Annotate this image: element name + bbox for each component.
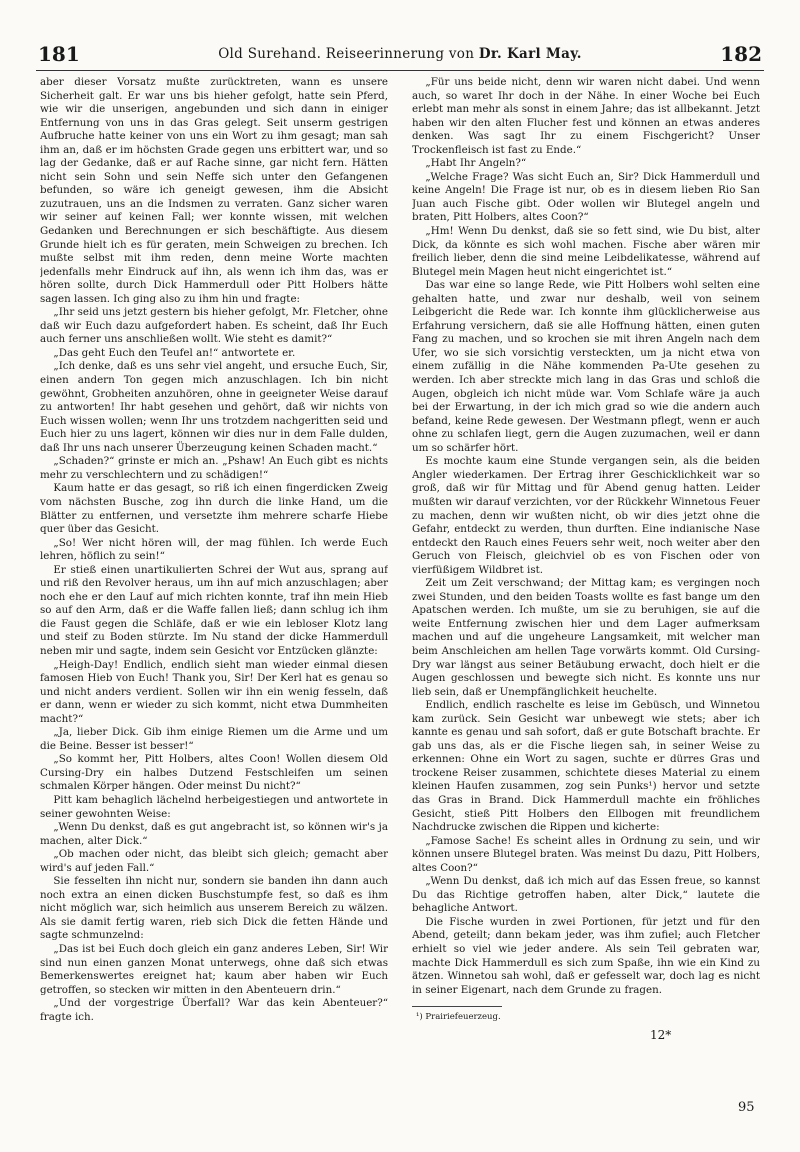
paragraph: „Ihr seid uns jetzt gestern bis hieher gefolgt, Mr. Fletcher, ohne daß wir Euch dazu aufgefordert haben. Es scheint, daß Ihr Euch auch ferner uns anschließen wollt. Wie steht es damit?“	[40, 306, 388, 346]
paragraph: „Ob machen oder nicht, das bleibt sich gleich; gemacht aber wird's auf jeden Fall.“	[40, 848, 388, 874]
paragraph: aber dieser Vorsatz mußte zurücktreten, wann es unsere Sicherheit galt. Er war uns bis hieher gefolgt, hatte sein Pferd, wie wir die unserigen, angebunden und sich dann in einiger Entfernung von uns in das Gras gelegt. Seit unserm gestrigen Aufbruche hatte keiner von uns ein Wort zu ihm gesagt; man sah ihm an, daß er im höchsten Grade gegen uns erbittert war, und so lag der Gedanke, daß er auf Rache sinne, gar nicht fern. Hätten nicht sein Sohn und sein Neffe sich unter den Gefangenen befunden, so wäre ich geneigt gewesen, ihm die Absicht zuzutrauen, uns an die Indsmen zu verraten. Ganz sicher waren wir seiner auf keinen Fall; wer konnte wissen, mit welchen Gedanken und Berechnungen er sich beschäftigte. Aus diesem Grunde hielt ich es für geraten, mein Schweigen zu brechen. Ich mußte selbst mit ihm reden, denn meine Worte machten jedenfalls mehr Eindruck auf ihn, als wenn ich ihm das, was er hören sollte, durch Dick Hammerdull oder Pitt Holbers hätte sagen lassen. Ich ging also zu ihm hin und fragte:	[40, 76, 388, 305]
paragraph: „Welche Frage? Was sicht Euch an, Sir? Dick Hammerdull und keine Angeln! Die Frage ist nur, ob es in diesem lieben Rio San Juan auch Fische gibt. Oder wollen wir Blutegel angeln und braten, Pitt Holbers, altes Coon?“	[412, 170, 760, 224]
paragraph: Sie fesselten ihn nicht nur, sondern sie banden ihn dann auch noch extra an einen dicken Buschstumpfe fest, so daß es ihm nicht möglich war, sich heimlich aus unserem Bereich zu wälzen. Als sie damit fertig waren, rieb sich Dick die fetten Hände und sagte schmunzelnd:	[40, 875, 388, 942]
right-page-number: 182	[720, 42, 762, 66]
paragraph: Es mochte kaum eine Stunde vergangen sein, als die beiden Angler wiederkamen. Der Ertrag ihrer Geschicklichkeit war so groß, daß wir für Mittag und für Abend genug hatten. Leider mußten wir darauf verzichten, vor der Rückkehr Winnetous Feuer zu machen, denn wir wußten nicht, ob wir dies jetzt ohne die Gefahr, entdeckt zu werden, thun durften. Eine indianische Nase entdeckt den Rauch eines Feuers sehr weit, noch weiter aber den Geruch von Fleisch, gleichviel ob es von Fischen oder von vierfüßigem Wildbret ist.	[412, 455, 760, 576]
signature-mark: 12*	[650, 1028, 672, 1042]
left-column	[40, 76, 388, 1076]
paragraph: „Schaden?“ grinste er mich an. „Pshaw! An Euch gibt es nichts mehr zu verschlechtern und zu schädigen!“	[40, 455, 388, 481]
paragraph: „Hm! Wenn Du denkst, daß sie so fett sind, wie Du bist, alter Dick, da könnte es sich wohl machen. Fische aber wären mir freilich lieber, denn die sind meine Leibdelikatesse, während auf Blutegel mein Magen heut nicht eingerichtet ist.“	[412, 225, 760, 278]
paragraph: „Famose Sache! Es scheint alles in Ordnung zu sein, und wir können unsere Blutegel braten. Was meinst Du dazu, Pitt Holbers, altes Coon?“	[412, 834, 760, 874]
running-title	[28, 46, 772, 62]
running-title-text: Old Surehand. Reiseerinnerung von	[218, 46, 475, 62]
paragraph: Endlich, endlich raschelte es leise im Gebüsch, und Winnetou kam zurück. Sein Gesicht war unbewegt wie stets; aber ich kannte es genau und sah sofort, daß er gute Botschaft brachte. Er gab uns das, als er die Fische liegen sah, in seiner Weise zu erkennen: Ohne ein Wort zu sagen, suchte er dürres Gras und trockene Reiser zusammen, schichtete dieses Material zu einem kleinen Haufen zusammen, zog sein Punks¹) hervor und setzte das Gras in Brand. Dick Hammerdull machte ein fröhliches Gesicht, stieß Pitt Holbers den Ellbogen mit freundlichem Nachdrucke zwischen die Rippen und kicherte:	[412, 699, 760, 834]
header-rule	[36, 70, 764, 71]
paragraph: Kaum hatte er das gesagt, so riß ich einen fingerdicken Zweig vom nächsten Busche, zog ihn durch die linke Hand, um die Blätter zu entfernen, und versetzte ihm mehrere scharfe Hiebe quer über das Gesicht.	[40, 482, 388, 536]
paragraph: „Das geht Euch den Teufel an!“ antwortete er.	[53, 346, 296, 359]
page-number: 95	[738, 1100, 755, 1115]
paragraph: „Habt Ihr Angeln?“	[425, 157, 527, 170]
paragraph: „Heigh-Day! Endlich, endlich sieht man wieder einmal diesen famosen Hieb von Euch! Thank you, Sir! Der Kerl hat es genau so und nicht anders verdient. Sollen wir ihn ein wenig fesseln, daß er dann, wenn er wieder zu sich kommt, nicht etwa Dummheiten macht?“	[40, 658, 388, 725]
paragraph: Pitt kam behaglich lächelnd herbeigestiegen und antwortete in seiner gewohnten Weise:	[40, 793, 388, 820]
left-page-number: 181	[38, 42, 80, 66]
paragraph: „Und der vorgestrige Überfall? War das kein Abenteuer?“ fragte ich.	[40, 997, 388, 1023]
paragraph: „So kommt her, Pitt Holbers, altes Coon! Wollen diesem Old Cursing-Dry ein halbes Dutzend Festschleifen um seinen schmalen Körper hängen. Oder meinst Du nicht?“	[40, 753, 388, 793]
paragraph: „Wenn Du denkst, daß es gut angebracht ist, so können wir's ja machen, alter Dick.“	[40, 821, 388, 847]
running-title-author: Dr. Karl May.	[478, 46, 582, 62]
paragraph: „Wenn Du denkst, daß ich mich auf das Essen freue, so kannst Du das Richtige getroffen haben, alter Dick,“ lautete die behagliche Antwort.	[412, 875, 760, 915]
footnote-rule	[412, 1006, 502, 1007]
paragraph: Er stieß einen unartikulierten Schrei der Wut aus, sprang auf und riß den Revolver heraus, um ihn auf mich anzuschlagen; aber noch ehe er den Lauf auf mich richten konnte, traf ihn mein Hieb so auf den Arm, daß er die Waffe fallen ließ; dann schlug ich ihm die Faust gegen die Schläfe, daß er wie ein lebloser Klotz lang und steif zu Boden stürzte. Im Nu stand der dicke Hammerdull neben mir und sagte, indem sein Gesicht vor Entzücken glänzte:	[40, 563, 388, 657]
page-header	[28, 42, 772, 68]
paragraph: Die Fische wurden in zwei Portionen, für jetzt und für den Abend, geteilt; dann bekam jeder, was ihm zufiel; auch Fletcher erhielt so viel wie jeder andere. Als sein Teil gebraten war, machte Dick Hammerdull es sich zum Spaße, ihn wie ein Kind zu ätzen. Winnetou sah wohl, daß er gefesselt war, doch lag es nicht in seiner Eigenart, nach dem Grunde zu fragen.	[412, 915, 760, 996]
paragraph: „Ich denke, daß es uns sehr viel angeht, und ersuche Euch, Sir, einen andern Ton gegen mich anzuschlagen. Ich bin nicht gewöhnt, Grobheiten anzuhören, ohne in geeigneter Weise darauf zu antworten! Ihr habt gesehen und gehört, daß wir nichts von Euch wissen wollen; wenn Ihr uns trotzdem nachgeritten seid und Euch hier zu uns lagert, können wir dies nur in dem Falle dulden, daß Ihr uns nach unserer Überzeugung keinen Schaden macht.“	[40, 360, 388, 454]
footnote: ¹) Prairiefeuerzeug.	[416, 1012, 501, 1022]
paragraph: „Das ist bei Euch doch gleich ein ganz anderes Leben, Sir! Wir sind nun einen ganzen Monat unterwegs, ohne daß sich etwas Bemerkenswertes ereignet hat; kaum aber haben wir Euch getroffen, so stecken wir mitten in den Abenteuern drin.“	[40, 943, 388, 996]
paragraph: „Für uns beide nicht, denn wir waren nicht dabei. Und wenn auch, so waret Ihr doch in der Nähe. In einer Woche bei Euch erlebt man mehr als sonst in einem Jahre; das ist allbekannt. Jetzt haben wir den alten Flucher fest und können an etwas anderes denken. Was sagt Ihr zu einem Fischgericht? Unser Trockenfleisch ist fast zu Ende.“	[412, 76, 760, 156]
paragraph: Das war eine so lange Rede, wie Pitt Holbers wohl selten eine gehalten hatte, und zwar nur deshalb, weil von seinem Leibgericht die Rede war. Ich konnte ihm glücklicherweise aus Erfahrung versichern, daß sie alle Hoffnung hätten, einen guten Fang zu machen, und so krochen sie mit ihren Angeln nach dem Ufer, wo sie sich vorsichtig versteckten, um ja nicht etwa von einem zufällig in die Nähe kommenden Pa-Ute gesehen zu werden. Ich aber streckte mich lang in das Gras und schloß die Augen, obgleich ich nicht müde war. Vom Schlafe wäre ja auch bei der Erwartung, in der ich mich grad so wie die andern auch befand, keine Rede gewesen. Der Westmann pflegt, wenn er auch ohne zu schlafen liegt, gern die Augen zuzumachen, weil er dann um so schärfer hört.	[412, 279, 760, 454]
paragraph: Zeit um Zeit verschwand; der Mittag kam; es vergingen noch zwei Stunden, und den beiden Toasts wollte es fast bange um den Apatschen werden. Ich mußte, um sie zu beruhigen, sie auf die weite Entfernung zwischen hier und dem Lager aufmerksam machen und auf die ungeheure Langsamkeit, mit welcher man beim Anschleichen am hellen Tage vorwärts kommt. Old Cursing-Dry war längst aus seiner Betäubung erwacht, doch hielt er die Augen geschlossen und bewegte sich nicht. Es konnte uns nur lieb sein, daß er Unempfänglichkeit heuchelte.	[412, 577, 760, 698]
paragraph: „Ja, lieber Dick. Gib ihm einige Riemen um die Arme und um die Beine. Besser ist besser!“	[40, 726, 388, 752]
paragraph	[412, 997, 760, 998]
paragraph: „So! Wer nicht hören will, der mag fühlen. Ich werde Euch lehren, höflich zu sein!“	[40, 536, 388, 563]
right-column	[412, 76, 760, 998]
